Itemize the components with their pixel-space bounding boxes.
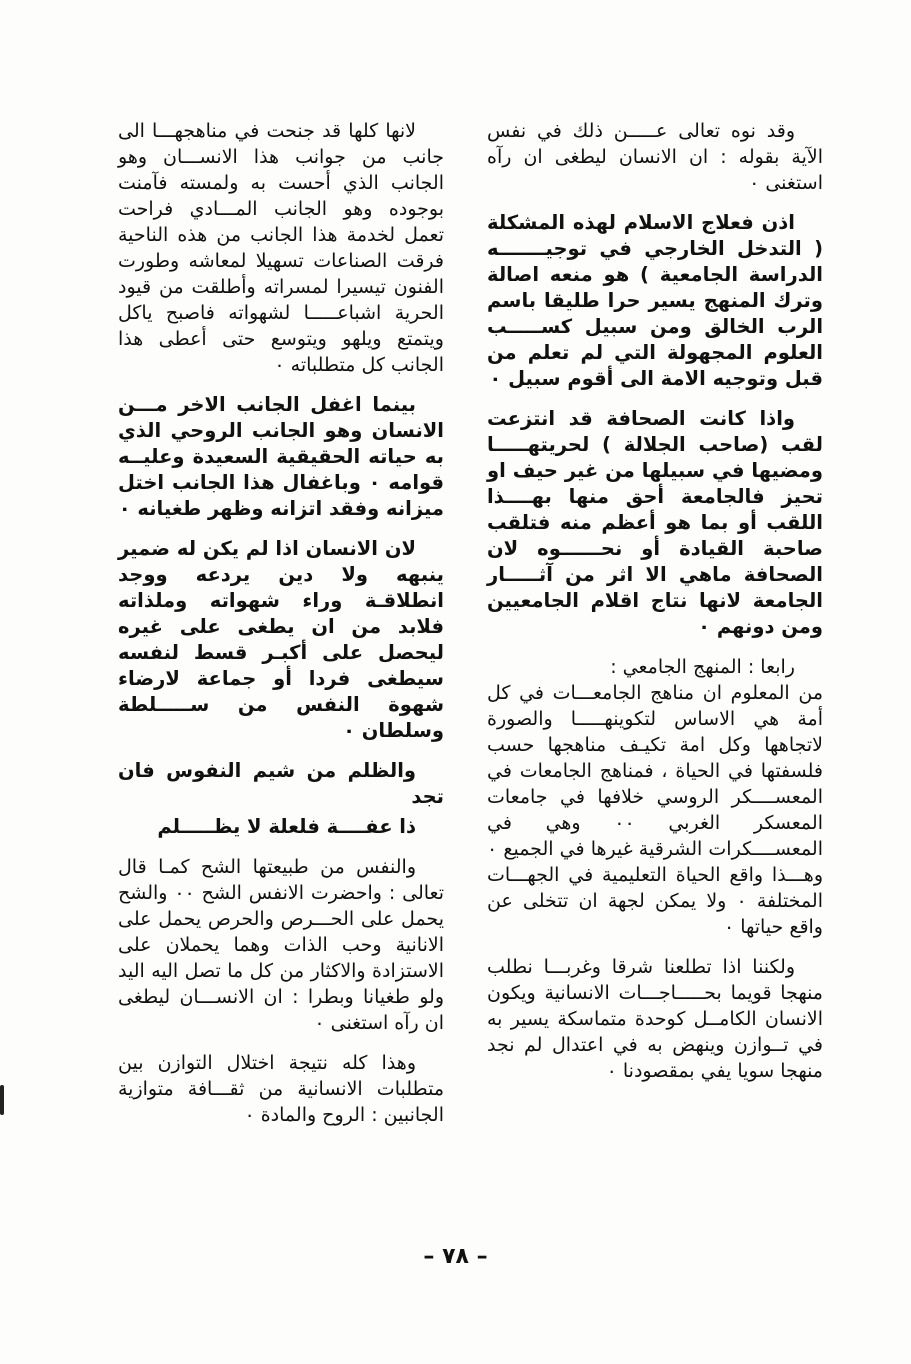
left-paragraph-2: بينما اغفل الجانب الاخر مـــن الانسان وهو الجانب الروحي الذي به حياته الحقيقية السعيدة وعليــه قوامه ٠ وباغفال هذا الجانب اختل ميزانه وفقد اتزانه وظهر طغيانه ٠ bbox=[118, 393, 445, 520]
left-paragraph-5: والنفس من طبيعتها الشح كمـا قال تعالى : واحضرت الانفس الشح ٠٠ والشح يحمل على الحـــرص والحرص يحمل على الانانية وحب الذات وهما يحملان على الاستزادة والاكثار من كل ما تصل اليه اليد ولو طغيانا وبطرا : ان الانســـان ليطغى ان رآه استغنى ٠ bbox=[118, 856, 444, 1034]
right-column bbox=[487, 118, 823, 1098]
section-heading: رابعا : المنهج الجامعي : bbox=[610, 656, 795, 678]
right-paragraph-4: من المعلوم ان مناهج الجامعـــات في كل أمة هي الاساس لتكوينهـــــا والصورة لاتجاهها وكل امة تكيـف مناهجها حسب فلسفتها في الحياة ، فمناهج الجامعات في المعســــكر الروسي خلافها في جامعات المعسكر الغربي ٠٠ وهي في المعســــكرات الشرقية غيرها في الجميع ٠ وهـــذا واقع الحياة التعليمية في الجهـــات المختلفة ٠ ولا يمكن لجهة ان تتخلى عن واقع حياتها ٠ bbox=[487, 682, 823, 938]
poem-line-2: ذا عفــــة فلعلة لا يظـــــلم bbox=[157, 815, 416, 838]
right-paragraph-5: ولكننا اذا تطلعنا شرقا وغربـــا نطلب منهجا قويما بحـــــاجـــات الانسانية ويكون الانسان الكامــل كوحدة متماسكة يسير به في تــوازن وينهض به في اعتدال لم نجد منهجا سويا يفي بمقصودنا ٠ bbox=[487, 956, 823, 1082]
right-paragraph-1: وقد نوه تعالى عـــــن ذلك في نفس الآية بقوله : ان الانسان ليطغى ان رآه استغنى ٠ bbox=[487, 120, 823, 194]
poem-line-1: والظلم من شيم النفوس فان تجد bbox=[118, 759, 444, 808]
left-paragraph-3: لان الانسان اذا لم يكن له ضمير ينبهه ولا دين يردعه ووجد انطلاقـة وراء شهواته وملذاته فلابد من ان يطغى على غيره ليحصل على أكبـر قسط لنفسه سيطغى فردا أو جماعة لارضاء شهوة النفس من ســـــلطة وسلطان ٠ bbox=[118, 537, 444, 742]
right-paragraph-2: اذن فعلاج الاسلام لهذه المشكلة ( التدخل الخارجي في توجيـــــــه الدراسة الجامعية ) هو منعه اصالة وترك المنهج يسير حرا طليقا باسم الرب الخالق ومن سبيل كســـــب العلوم المجهولة التي لم تعلم من قبل وتوجيه الامة الى أقوم سبيل ٠ bbox=[487, 211, 823, 390]
right-paragraph-3: واذا كانت الصحافة قد انتزعت لقب (صاحب الجلالة ) لحريتهـــــا ومضيها في سبيلها من غير حيف او تحيز فالجامعة أحق منها بهــــذا اللقب أو بما هو أعظم منه فتلقب صاحبة القيادة أو نحــــــوه لان الصحافة ماهي الا اثر من آثـــــار الجامعة لانها نتاج اقلام الجامعيين ومن دونهم ٠ bbox=[487, 407, 823, 638]
page-number: – ٧٨ – bbox=[423, 1244, 488, 1269]
scan-edge-mark bbox=[0, 1085, 4, 1115]
left-column bbox=[118, 118, 444, 1142]
left-paragraph-1: لانها كلها قد جنحت في مناهجهـــا الى جانب من جوانب هذا الانســـان وهو الجانب الذي أحست به ولمسته فآمنت بوجوده وهو الجانب المـــادي فراحت تعمل لخدمة هذا الجانب من هذه الناحية فرقت الصناعات تسهيلا لمعاشه وطورت الفنون تيسيرا لمسراته وأطلقت من قيود الحرية اشباعـــــا لشهواته فاصبح ياكل ويتمتع ويلهو ويتوسع حتى أعطى هذا الجانب كل متطلباته ٠ bbox=[118, 120, 444, 376]
left-paragraph-6: وهذا كله نتيجة اختلال التوازن بين متطلبات الانسانية من ثقـــافة متوازية الجانبين : الروح والمادة ٠ bbox=[118, 1052, 444, 1126]
